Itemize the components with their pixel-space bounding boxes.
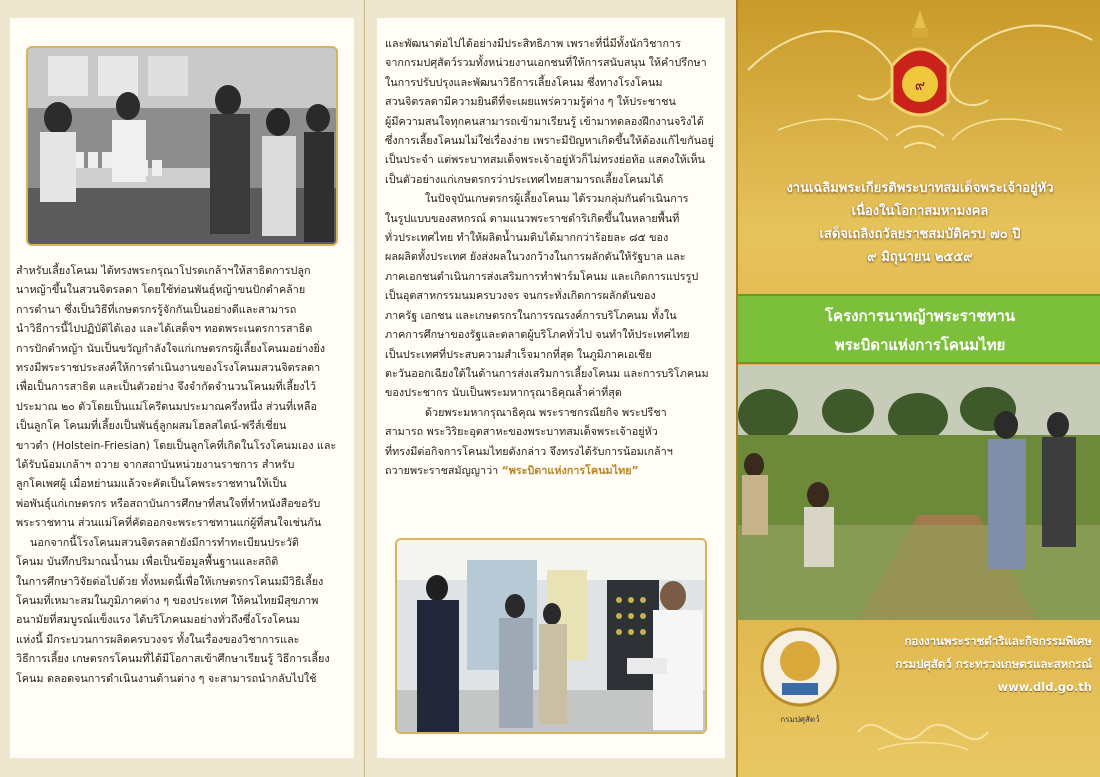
organization-info (844, 630, 1092, 699)
org-line: กรมปศุสัตว์ กระทรวงเกษตรและสหกรณ์ (895, 657, 1092, 671)
title-line: ๙ มิถุนายน ๒๕๕๙ (867, 250, 973, 265)
text-line: ทั่วประเทศไทย ทำให้ผลิตน้ำนมดิบได้มากกว่าร้อยละ ๘๕ ของ (385, 231, 669, 245)
text-line: วิธีการเลี้ยง เกษตรกรโคนมที่ได้มีโอกาสเข้าศึกษาเรียนรู้ วิธีการเลี้ยง (16, 652, 330, 666)
left-panel (0, 0, 364, 777)
text-line: ที่ทรงมีต่อกิจการโคนมไทยดังกล่าว จึงทรงได้รับการน้อมเกล้าฯ (385, 444, 673, 458)
text-line: ด้วยพระมหากรุณาธิคุณ พระราชกรณียกิจ พระปรีชา (425, 405, 667, 419)
text-line: โคนม ตลอดจนการดำเนินงานด้านต่าง ๆ จะสามารถนำกลับไปใช้ (16, 671, 317, 685)
project-title-band (738, 294, 1100, 364)
title-line: เนื่องในโอกาสมหามงคล (851, 204, 989, 219)
celebration-title (752, 177, 1088, 269)
title-line (385, 461, 719, 480)
text-line: พระราชทาน ส่วนแม่โคที่คัดออกจะพระราชทานแก่ผู้ที่สนใจเช่นกัน (16, 516, 322, 530)
dld-logo-icon (758, 625, 842, 709)
text-line: นาหญ้าขึ้นในสวนจิตรลดา โดยใช้ท่อนพันธุ์หญ้าขนปักดำคล้าย (16, 283, 306, 297)
text-line: ลูกโคเพศผู้ เมื่อหย่านมแล้วจะคัดเป็นโคพระราชทานให้เป็น (16, 477, 287, 491)
text-line: ภาคเอกชนดำเนินการส่งเสริมการทำฟาร์มโคนม และเกิดการแปรรูป (385, 269, 699, 283)
text-line: ภาคการศึกษาของรัฐและตลาดผู้บริโภคทั่วไป จนทำให้ประเทศไทย (385, 328, 690, 342)
text-line: ทรงมีพระราชประสงค์ให้การดำเนินงานของโรงโคนมสวนจิตรลดา (16, 361, 321, 375)
text-line: การปักดำหญ้า นับเป็นขวัญกำลังใจแก่เกษตรกรผู้เลี้ยงโคนมอย่างยิ่ง (16, 341, 326, 355)
text-line: และพัฒนาต่อไปได้อย่างมีประสิทธิภาพ เพราะที่นี่มีทั้งนักวิชาการ (385, 37, 681, 50)
text-line: เป็นลูกโค โคนมที่เลี้ยงเป็นพันธุ์ลูกผสมโฮลสไตน์-ฟรีส์เชี่ยน (16, 419, 287, 433)
text-line: ภาครัฐ เอกชน และเกษตรกรในการรณรงค์การบริโภคนม ทั้งใน (385, 308, 677, 322)
text-line: เป็นประเทศที่ประสบความสำเร็จมากที่สุด ในภูมิภาคเอเชีย (385, 347, 652, 361)
text-line: ในการศึกษาวิจัยต่อไปด้วย ทั้งหมดนี้เพื่อให้เกษตรกรโคนมมีวิธีเลี้ยง (16, 574, 324, 588)
title-line: งานเฉลิมพระเกียรติพระบาทสมเด็จพระเจ้าอยู่หัว (786, 181, 1054, 196)
org-line: กองงานพระราชดำริและกิจกรรมพิเศษ (904, 634, 1092, 648)
photo-milk-factory (26, 46, 338, 246)
text-line: จากกรมปศุสัตว์รวมทั้งหน่วยงานเอกชนที่ให้การสนับสนุน ให้คำปรึกษา (385, 56, 707, 70)
svg-text:๙: ๙ (914, 78, 926, 94)
royal-title-highlight: “พระบิดาแห่งการโคนมไทย” (501, 463, 639, 477)
text-line: ซึ่งการเลี้ยงโคนมไม่ใช่เรื่องง่าย เพราะมีปัญหาเกิดขึ้นให้ต้องแก้ไขกันอยู่ (385, 134, 714, 148)
text-line: ในปัจจุบันเกษตรกรผู้เลี้ยงโคนม ได้รวมกลุ่มกันดำเนินการ (425, 192, 689, 206)
left-body-text (16, 261, 350, 688)
text-line: ในรูปแบบของสหกรณ์ ตามแนวพระราชดำริเกิดขึ้นในหลายพื้นที่ (385, 211, 680, 225)
text-line: นอกจากนี้โรงโคนมสวนจิตรลดายังมีการทำทะเบียนประวัติ (30, 535, 299, 549)
text-line: แห่งนี้ มีกระบวนการผลิตครบวงจร ทั้งในเรื่องของวิชาการและ (16, 632, 300, 646)
text-line: ประมาณ ๒๐ ตัวโดยเป็นแม่โครีดนมประมาณครึ่งหนึ่ง ส่วนที่เหลือ (16, 399, 317, 413)
text-line: พ่อพันธุ์แก่เกษตรกร หรือสถาบันการศึกษาที่สนใจที่ทำหนังสือขอรับ (16, 496, 321, 510)
royal-emblem-icon (884, 6, 956, 156)
middle-panel (364, 0, 736, 777)
cover-panel (736, 0, 1100, 777)
text-line: ได้รับน้อมเกล้าฯ ถวาย จากสถาบันหน่วยงานราชการ สำหรับ (16, 458, 295, 472)
text-line: ถวายพระราชสมัญญาว่า (385, 463, 499, 477)
text-line: ในการปรับปรุงและพัฒนาวิธีการเลี้ยงโคนม ซึ่งทางโรงโคนม (385, 75, 663, 89)
photo-milk-plant-visit (395, 538, 707, 734)
text-line: สวนจิตรลดามีความยินดีที่จะเผยแพร่ความรู้ต่าง ๆ ให้ประชาชน (385, 95, 676, 109)
middle-page (377, 18, 725, 758)
text-line: ผู้มีความสนใจทุกคนสามารถเข้ามาเรียนรู้ เข้ามาทดลองฝึกงานจริงได้ (385, 114, 704, 128)
text-line: อนามัยที่สมบูรณ์แข็งแรง ได้บริโภคนมอย่างทั่วถึงซึ่งโรงโคนม (16, 613, 300, 627)
text-line: เพื่อเป็นการสาธิต และเป็นตัวอย่าง จึงจำกัดจำนวนโคนมที่เลี้ยงไว้ (16, 380, 317, 394)
website-link[interactable]: www.dld.go.th (997, 680, 1092, 694)
project-line: พระบิดาแห่งการโคนมไทย (834, 336, 1006, 354)
dld-logo-text: กรมปศุสัตว์ (780, 715, 820, 724)
text-line: เป็นอุตสาหกรรมนมครบวงจร จนกระทั่งเกิดการผลักดันของ (385, 289, 656, 303)
text-line: โคนม บันทึกปริมาณน้ำนม เพื่อเป็นข้อมูลพื้นฐานและสถิติ (16, 555, 279, 569)
text-line: สามารถ พระวิริยะอุตสาหะของพระบาทสมเด็จพระเจ้าอยู่หัว (385, 425, 658, 439)
title-line: เสด็จเถลิงถวัลยราชสมบัติครบ ๗๐ ปี (819, 227, 1021, 242)
photo-king-grass-field (738, 365, 1100, 620)
text-line: การดำนา ซึ่งเป็นวิธีที่เกษตรกรรู้จักกันเป็นอย่างดีและสามารถ (16, 302, 297, 316)
text-line: สำหรับเลี้ยงโคนม ได้ทรงพระกรุณาโปรดเกล้าฯให้สาธิตการปลูก (16, 264, 311, 277)
project-line: โครงการนาหญ้าพระราชทาน (824, 307, 1016, 325)
left-page (10, 18, 354, 758)
middle-body-text (385, 34, 719, 480)
text-line: ขาวดำ (Holstein-Friesian) โดยเป็นลูกโคที่เกิดในโรงโคนมเอง และ (16, 438, 337, 452)
text-line: เป็นตัวอย่างแก่เกษตรกรว่าประเทศไทยสามารถเลี้ยงโคนมได้ (385, 172, 664, 186)
text-line: ผลผลิตทั้งประเทศ ยังส่งผลในวงกว้างในการผลักดันให้รัฐบาล และ (385, 250, 686, 264)
text-line: ตะวันออกเฉียงใต้ในด้านการส่งเสริมการเลี้ยงโคนม และการบริโภคนม (385, 366, 709, 380)
text-line: ของประชากร นับเป็นพระมหากรุณาธิคุณล้ำค่าที่สุด (385, 386, 622, 400)
text-line: นำวิธีการนี้ไปปฏิบัติได้เอง และได้เสด็จฯ ทอดพระเนตรการสาธิต (16, 322, 313, 336)
ornament-bottom (848, 702, 998, 762)
text-line: โคนมที่เหมาะสมในภูมิภาคต่าง ๆ ของประเทศ ให้คนไทยมีสุขภาพ (16, 593, 319, 607)
text-line: เป็นประจำ แต่พระบาทสมเด็จพระเจ้าอยู่หัวก็ไม่ทรงย่อท้อ แสดงให้เห็น (385, 153, 705, 167)
